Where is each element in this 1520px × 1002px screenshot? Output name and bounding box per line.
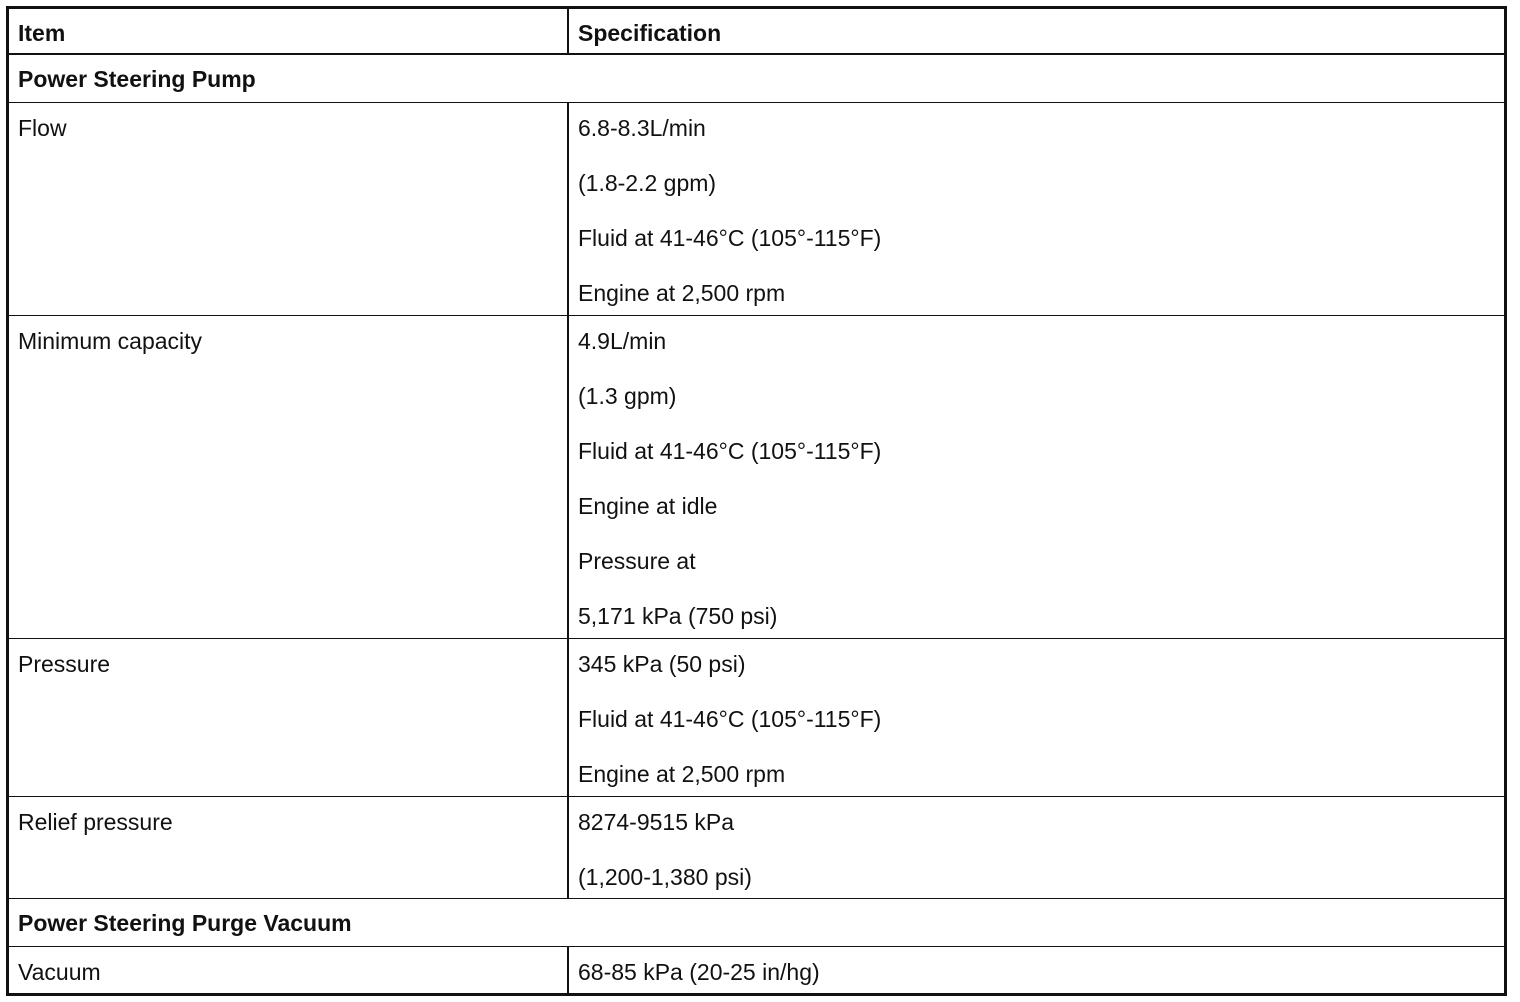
spec-line: (1,200-1,380 psi)	[578, 864, 752, 890]
spec-cell	[569, 316, 1504, 638]
header-cell-item	[9, 9, 569, 53]
spec-line: Engine at 2,500 rpm	[578, 761, 786, 787]
item-label: Relief pressure	[18, 809, 173, 835]
spec-line: Fluid at 41-46°C (105°-115°F)	[578, 438, 882, 464]
item-label: Flow	[18, 115, 67, 141]
table-row-vacuum	[9, 947, 1504, 993]
spec-cell	[569, 103, 1504, 315]
section-row-power-steering-pump	[9, 55, 1504, 103]
table-row-minimum-capacity	[9, 316, 1504, 639]
section-title: Power Steering Purge Vacuum	[18, 910, 352, 936]
table-row-relief-pressure	[9, 797, 1504, 899]
spec-cell	[569, 947, 1504, 993]
spec-line: 5,171 kPa (750 psi)	[578, 603, 778, 629]
spec-cell	[569, 797, 1504, 898]
spec-line: 6.8-8.3L/min	[578, 115, 706, 141]
header-cell-specification	[569, 9, 1504, 53]
item-label: Minimum capacity	[18, 328, 203, 354]
item-cell	[9, 316, 569, 638]
header-item-label: Item	[18, 20, 66, 46]
spec-line: Fluid at 41-46°C (105°-115°F)	[578, 706, 882, 732]
header-specification-label: Specification	[578, 20, 722, 46]
specification-table	[6, 6, 1507, 996]
spec-line: 345 kPa (50 psi)	[578, 651, 746, 677]
spec-cell	[569, 639, 1504, 796]
item-cell	[9, 103, 569, 315]
section-cell	[9, 899, 1504, 946]
item-cell	[9, 947, 569, 993]
section-cell	[9, 55, 1504, 102]
spec-line: 8274-9515 kPa	[578, 809, 735, 835]
spec-line: Pressure at	[578, 548, 696, 574]
spec-line: (1.8-2.2 gpm)	[578, 170, 717, 196]
item-cell	[9, 797, 569, 898]
table-row-flow	[9, 103, 1504, 316]
table-row-pressure	[9, 639, 1504, 797]
item-label: Pressure	[18, 651, 111, 677]
spec-line: 4.9L/min	[578, 328, 667, 354]
spec-line: Engine at 2,500 rpm	[578, 280, 786, 306]
spec-line: 68-85 kPa (20-25 in/hg)	[578, 959, 820, 985]
section-row-power-steering-purge-vacuum	[9, 899, 1504, 947]
table-header-row	[9, 9, 1504, 55]
item-label: Vacuum	[18, 959, 101, 985]
section-title: Power Steering Pump	[18, 66, 256, 92]
spec-line: Fluid at 41-46°C (105°-115°F)	[578, 225, 882, 251]
spec-line: Engine at idle	[578, 493, 718, 519]
item-cell	[9, 639, 569, 796]
spec-line: (1.3 gpm)	[578, 383, 677, 409]
